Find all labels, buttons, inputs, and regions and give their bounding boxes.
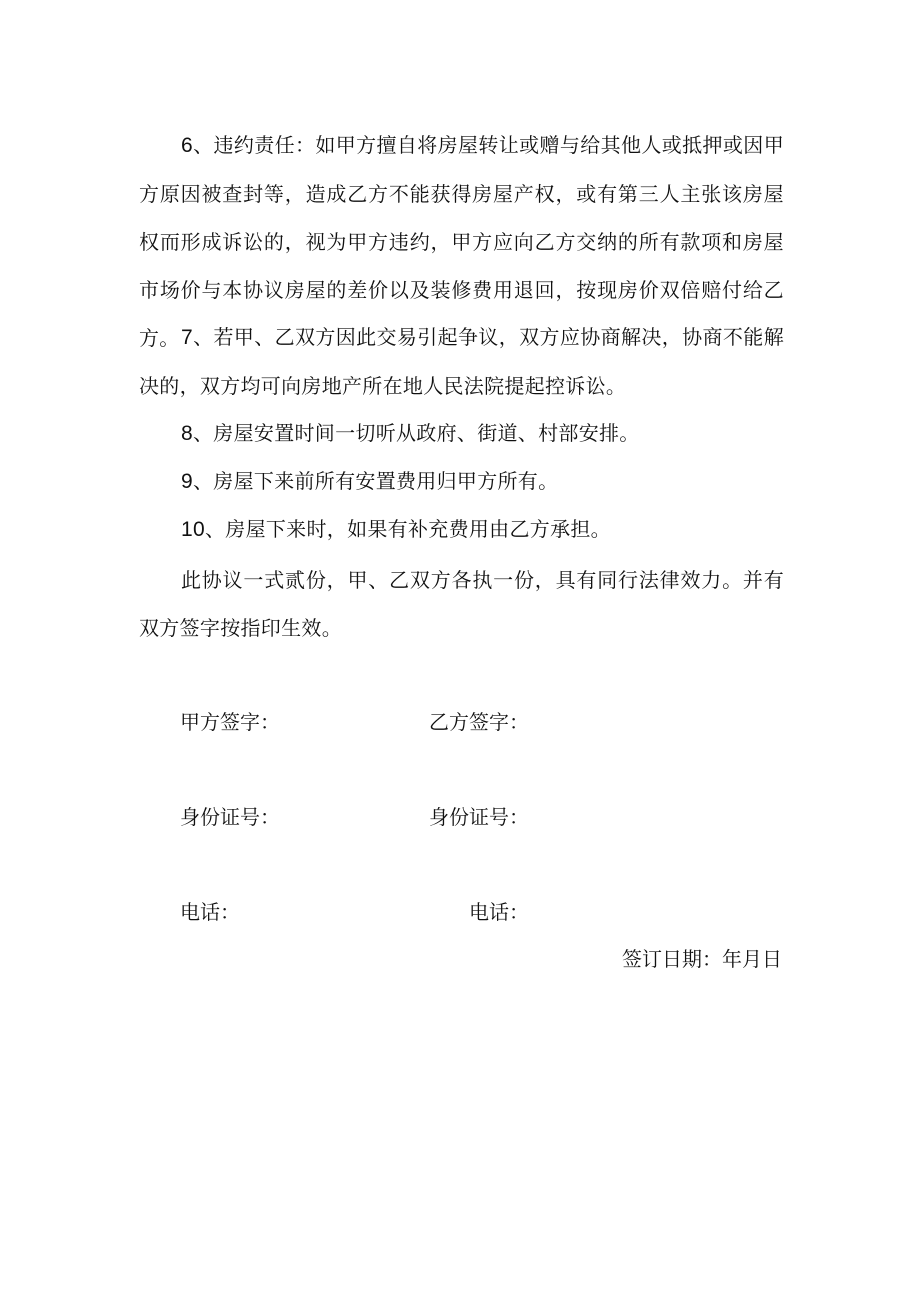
clause-7 [139,313,784,410]
clause-10 [139,505,784,554]
party-a-phone-label: 电话： [180,900,240,924]
clause-number: 10 [181,518,205,541]
party-b-phone-label: 电话： [469,900,529,924]
clause-separator: 、 [192,421,214,445]
clause-8 [139,409,784,458]
clause-separator: 、 [192,133,214,157]
clause-text: 房屋下来时，如果有补充费用由乙方承担。 [225,517,611,541]
clause-number: 6 [181,134,193,157]
clause-number: 7 [181,326,193,349]
clause-text: 违约责任：如甲方擅自将房屋转让或赠与给其他人或抵押或因甲方原因被查封等，造成乙方不能获得房屋产权，或有第三人主张该房屋权而形成诉讼的，视为甲方违约，甲方应向乙方交纳的所有款项和房屋市场价与本协议房屋的差价以及装修费用退回，按现房价双倍赔付给乙方。 [139,133,784,350]
party-a-id-label: 身份证号： [180,805,280,829]
closing-paragraph: 此协议一式贰份，甲、乙双方各执一份，具有同行法律效力。并有双方签字按指印生效。 [139,568,784,640]
clause-text: 若甲、乙双方因此交易引起争议，双方应协商解决，协商不能解决的，双方均可向房地产所在地人民法院提起控诉讼。 [139,325,784,398]
signing-date-label: 签订日期：年月日 [622,947,782,971]
party-a-signature-label: 甲方签字： [180,710,280,734]
clause-9 [139,457,784,506]
clause-text: 房屋安置时间一切听从政府、街道、村部安排。 [213,421,640,445]
clause-separator: 、 [192,469,214,493]
clause-number: 8 [181,422,193,445]
clause-number: 9 [181,470,193,493]
party-b-id-label: 身份证号： [429,805,529,829]
clause-separator: 、 [192,325,214,349]
clause-text: 房屋下来前所有安置费用归甲方所有。 [213,469,559,493]
party-b-signature-label: 乙方签字： [429,710,529,734]
clause-separator: 、 [204,517,226,541]
